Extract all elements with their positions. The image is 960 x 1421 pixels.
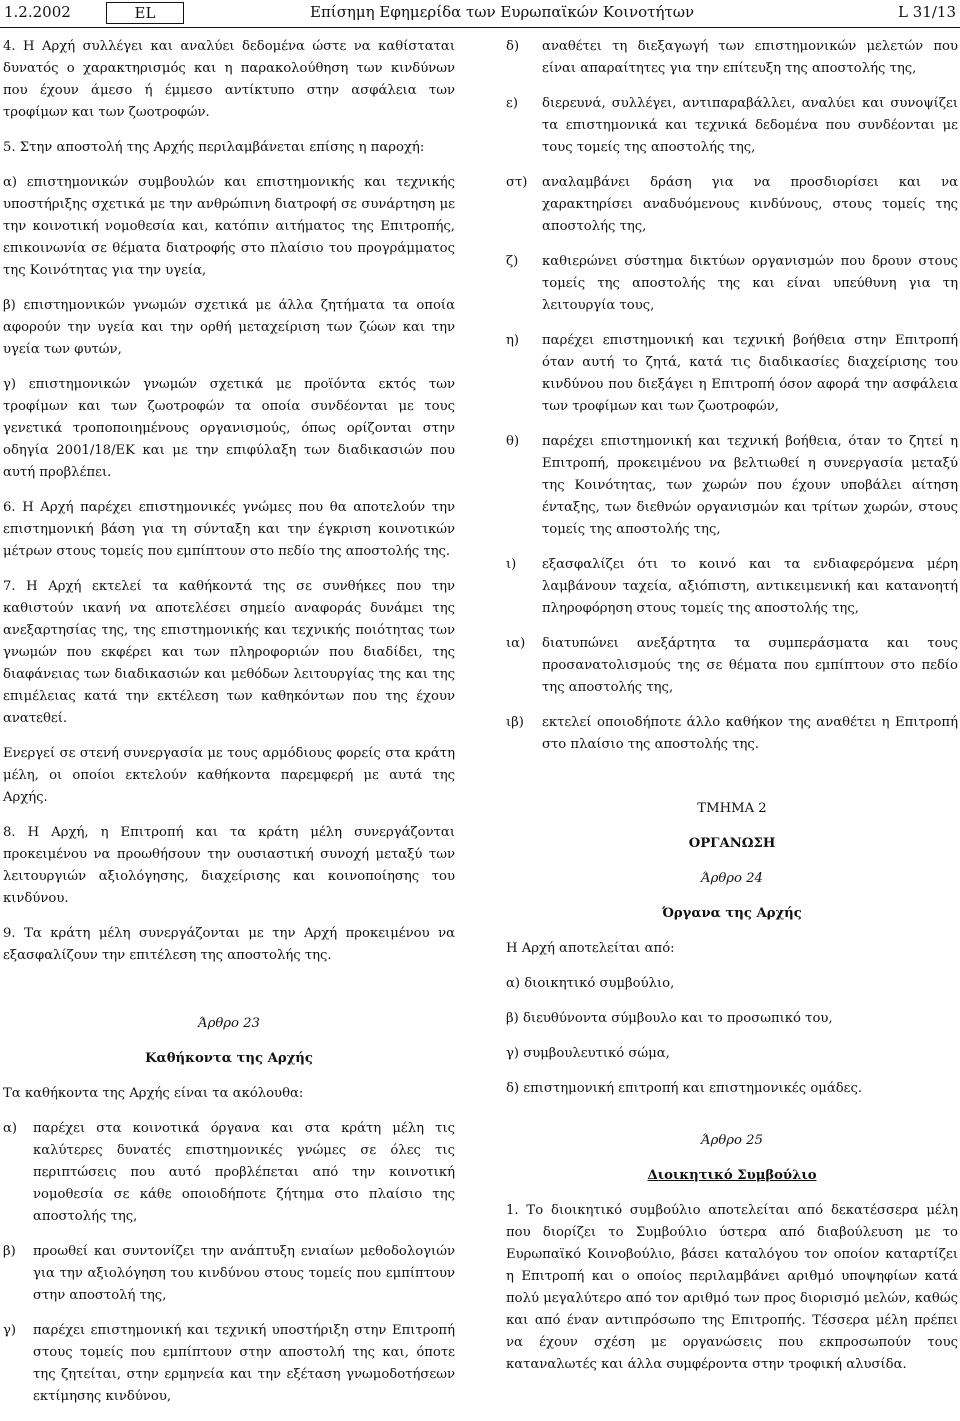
article-24-intro: Η Αρχή αποτελείται από:: [506, 941, 675, 956]
list-item: [506, 93, 958, 159]
issue-date: 1.2.2002: [4, 3, 71, 21]
item-text: διατυπώνει ανεξάρτητα τα συμπεράσματα και τους προσανατολισμούς της σε θέματα που εμπίπτουν στο πεδίο της αποστολής της,: [542, 636, 958, 695]
item-marker: ι): [506, 557, 517, 572]
header-rule: [0, 27, 960, 28]
section-title: ΟΡΓΑΝΩΣΗ: [688, 836, 776, 851]
article-25-heading: Άρθρο 25: [701, 1133, 763, 1148]
item-marker: η): [506, 333, 520, 348]
item-text: παρέχει επιστημονική και τεχνική βοήθεια, όταν το ζητεί η Επιτροπή, προκειμένου να βελτιωθεί η συνεργασία μεταξύ της Κοινότητας, των χωρών που έχουν υποβάλει αίτηση ένταξης, των διεθνών οργανισμών και τρίτων χωρών, στους τομείς της αποστολής της,: [542, 434, 958, 537]
list-item: [506, 431, 958, 541]
list-item: [3, 1320, 455, 1408]
item-marker: ε): [506, 96, 518, 111]
paragraph-4: 4. Η Αρχή συλλέγει και αναλύει δεδομένα ώστε να καθίσταται δυνατός ο χαρακτηρισμός και η παρακολούθηση των κινδύνων που έχουν άμεσο ή έμμεσο αντίκτυπο στην ασφάλεια των τροφίμων και των ζωοτροφών.: [3, 39, 455, 120]
item-marker: στ): [506, 175, 528, 190]
section-heading: ΤΜΗΜΑ 2: [697, 801, 767, 816]
list-item: [506, 633, 958, 699]
article-23-intro: Τα καθήκοντα της Αρχής είναι τα ακόλουθα:: [3, 1086, 304, 1101]
item-text: αναθέτει τη διεξαγωγή των επιστημονικών μελετών που είναι απαραίτητες για την επίτευξη της αποστολής της,: [542, 39, 958, 76]
paragraph-6: 6. Η Αρχή παρέχει επιστημονικές γνώμες που θα αποτελούν την επιστημονική βάση για τη σύνταξη και την έγκριση κοινοτικών μέτρων στους τομείς που εμπίπτουν στο πεδίο της αποστολής της.: [3, 500, 455, 559]
item-text: διερευνά, συλλέγει, αντιπαραβάλλει, αναλύει και συνοψίζει τα επιστημονικά και τεχνικά δεδομένα που συνδέονται με τους τομείς της αποστολής της,: [542, 96, 958, 155]
article-24-heading: Άρθρο 24: [701, 871, 763, 886]
paragraph-8: 8. Η Αρχή, η Επιτροπή και τα κράτη μέλη συνεργάζονται προκειμένου να προωθήσουν την ουσιαστική συνοχή μεταξύ των λειτουργιών αξιολόγησης, διαχείρισης και κοινοποίησης του κινδύνου.: [3, 825, 455, 906]
paragraph-5a: α) επιστημονικών συμβουλών και επιστημονικής και τεχνικής υποστήριξης σχετικά με την ανθρώπινη διατροφή σε συνάρτηση με την κοινοτική νομοθεσία και, κατόπιν αιτήματος της Επιτροπής, επικοινωνία σε θέματα διατροφής στο πλαίσιο του προγράμματος της Κοινότητας για την υγεία,: [3, 175, 455, 278]
item-marker: ζ): [506, 254, 519, 269]
list-item: [506, 172, 958, 238]
page-header: [0, 0, 960, 28]
organ-item: α) διοικητικό συμβούλιο,: [506, 976, 675, 991]
list-item: [3, 1118, 455, 1228]
item-text: εξασφαλίζει ότι το κοινό και τα ενδιαφερόμενα μέρη λαμβάνουν ταχεία, αξιόπιστη, αντικειμενική και κατανοητή πληροφόρηση στους τομείς της αποστολής της,: [542, 557, 958, 616]
language-code-box: EL: [106, 2, 184, 24]
item-text: παρέχει επιστημονική και τεχνική βοήθεια στην Επιτροπή όταν αυτή το ζητά, κατά τις διαδικασίες διαχείρισης του κινδύνου που διεξάγει η Επιτροπή όσον αφορά την ασφάλεια των τροφίμων και των ζωοτροφών,: [542, 333, 958, 414]
paragraph-7: 7. Η Αρχή εκτελεί τα καθήκοντά της σε συνθήκες που την καθιστούν ικανή να αποτελέσει σημείο αναφοράς δυνάμει της ανεξαρτησίας της, της επιστημονικής και τεχνικής ποιότητας των γνωμών που εκφέρει και των πληροφοριών που διαδίδει, της διαφάνειας των διαδικασιών και μεθόδων λειτουργίας της και της επιμέλειας κατά την εκτέλεση των καθηκόντων που της έχουν ανατεθεί.: [3, 579, 455, 726]
paragraph-5: 5. Στην αποστολή της Αρχής περιλαμβάνεται επίσης η παροχή:: [3, 140, 425, 155]
item-text: προωθεί και συντονίζει την ανάπτυξη ενιαίων μεθοδολογιών για την αξιολόγηση του κινδύνου στους τομείς που εμπίπτουν στην αποστολή της,: [33, 1244, 455, 1303]
paragraph-5c: γ) επιστημονικών γνωμών σχετικά με προϊόντα εκτός των τροφίμων και των ζωοτροφών τα οποία συνδέονται με τους γενετικά τροποποιημένους οργανισμούς, όπως ορίζονται στην οδηγία 2001/18/ΕΚ και με την επιφύλαξη των διαδικασιών που αυτή προβλέπει.: [3, 377, 455, 480]
list-item: [506, 554, 958, 620]
article-25-paragraph-1: 1. Το διοικητικό συμβούλιο αποτελείται από δεκατέσσερα μέλη που διορίζει το Συμβούλιο ύστερα από διαβούλευση με το Ευρωπαϊκό Κοινοβούλιο, βάσει καταλόγου τον οποίον καταρτίζει η Επιτροπή και ο οποίος περιλαμβάνει αριθμό υποψηφίων κατά πολύ μεγαλύτερο από τον αριθμό των προς διορισμό μελών, καθώς και από έναν αντιπρόσωπο της Επιτροπής. Τέσσερα μέλη πρέπει να έχουν σχέση με οργανώσεις που εκπροσωπούν τους καταναλωτές και άλλα συμφέροντα στην τροφική αλυσίδα.: [506, 1203, 958, 1372]
page-number: L 31/13: [898, 3, 956, 21]
item-text: αναλαμβάνει δράση για να προσδιορίσει και να χαρακτηρίσει αναδυόμενους κινδύνους, στους τομείς της αποστολής της,: [542, 175, 958, 234]
article-25-title: Διοικητικό Συμβούλιο: [647, 1168, 817, 1183]
left-column: [3, 36, 455, 1421]
item-marker: β): [3, 1244, 16, 1259]
journal-title: Επίσημη Εφημερίδα των Ευρωπαϊκών Κοινοτήτων: [310, 3, 695, 21]
item-text: παρέχει επιστημονική και τεχνική υποστήριξη στην Επιτροπή στους τομείς που εμπίπτουν στην αποστολή της και, όποτε της ζητείται, στην ερμηνεία και την εξέταση γνωμοδοτήσεων εκτίμησης κινδύνου,: [33, 1323, 455, 1404]
item-text: παρέχει στα κοινοτικά όργανα και στα κράτη μέλη τις καλύτερες δυνατές επιστημονικές γνώμες σε όλες τις περιπτώσεις που αυτό προβλέπεται από την κοινοτική νομοθεσία σε κάθε οποιοδήποτε ζήτημα στο πλαίσιο της αποστολής της,: [33, 1121, 455, 1224]
organ-item: β) διευθύνοντα σύμβουλο και το προσωπικό του,: [506, 1011, 833, 1026]
list-item: [506, 712, 958, 756]
item-marker: α): [3, 1121, 18, 1136]
organ-item: δ) επιστημονική επιτροπή και επιστημονικές ομάδες.: [506, 1081, 863, 1096]
paragraph-7b: Ενεργεί σε στενή συνεργασία με τους αρμόδιους φορείς στα κράτη μέλη, οι οποίοι εκτελούν καθήκοντα παρεμφερή με αυτά της Αρχής.: [3, 746, 455, 805]
item-marker: ιβ): [506, 715, 524, 730]
organ-item: γ) συμβουλευτικό σώμα,: [506, 1046, 670, 1061]
list-item: [506, 251, 958, 317]
article-23-heading: Άρθρο 23: [198, 1016, 260, 1031]
article-23-title: Καθήκοντα της Αρχής: [145, 1051, 313, 1066]
article-24-title: Όργανα της Αρχής: [662, 906, 802, 921]
item-text: εκτελεί οποιοδήποτε άλλο καθήκον της αναθέτει η Επιτροπή στο πλαίσιο της αποστολής της.: [542, 715, 958, 752]
item-marker: ια): [506, 636, 526, 651]
item-marker: θ): [506, 434, 520, 449]
paragraph-9: 9. Τα κράτη μέλη συνεργάζονται με την Αρχή προκειμένου να εξασφαλίζουν την επιτέλεση της αποστολής της.: [3, 926, 455, 963]
item-text: καθιερώνει σύστημα δικτύων οργανισμών που δρουν στους τομείς της αποστολής της και είναι υπεύθυνη για τη λειτουργία τους,: [542, 254, 958, 313]
paragraph-5b: β) επιστημονικών γνωμών σχετικά με άλλα ζητήματα τα οποία αφορούν την υγεία και την ορθή μεταχείριση των ζώων και την υγεία των φυτών,: [3, 298, 455, 357]
right-column: [506, 36, 958, 1389]
list-item: [506, 36, 958, 80]
list-item: [506, 330, 958, 418]
item-marker: γ): [3, 1323, 17, 1338]
list-item: [3, 1241, 455, 1307]
item-marker: δ): [506, 39, 520, 54]
